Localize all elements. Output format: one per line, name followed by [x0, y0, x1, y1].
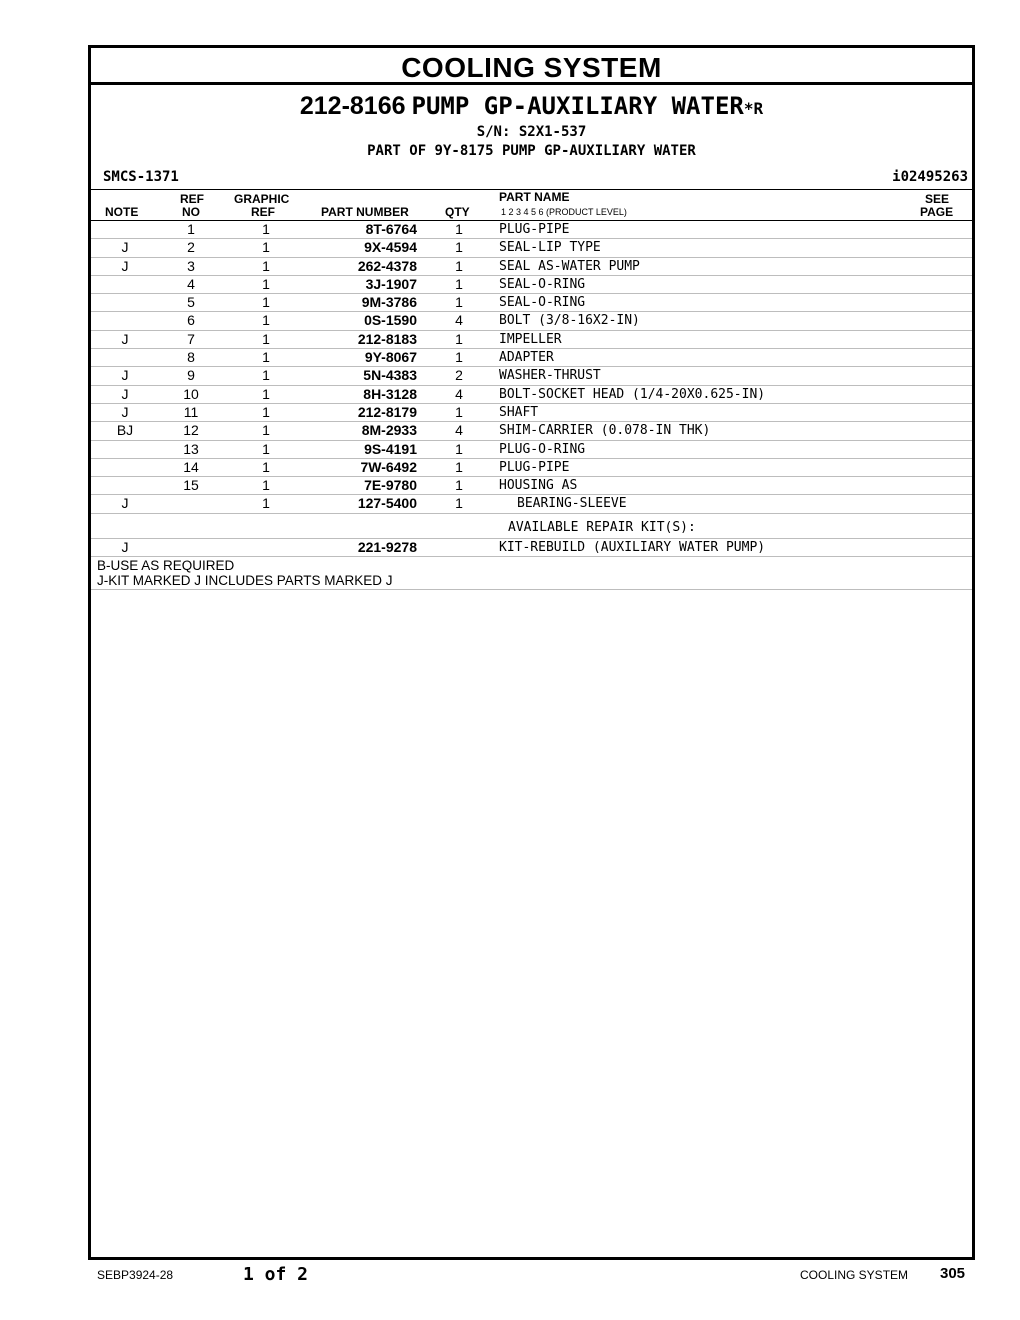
- row-ref-no: 13: [183, 440, 199, 457]
- table-row: [91, 221, 972, 239]
- page-footer: [0, 1262, 1020, 1292]
- row-ref-no: 1: [187, 221, 195, 237]
- col-note: NOTE: [105, 205, 139, 219]
- group-part-number: 212-8166: [299, 92, 406, 120]
- footer-doc-number: SEBP3924-28: [97, 1268, 174, 1282]
- row-qty: 1: [455, 477, 463, 494]
- table-row: [91, 239, 972, 257]
- row-graphic-ref: 1: [262, 221, 270, 237]
- row-note: J: [121, 239, 129, 256]
- row-note: J: [121, 495, 129, 512]
- row-ref-no: 8: [187, 349, 195, 366]
- row-part-name: SHIM-CARRIER (0.078-IN THK): [499, 423, 711, 439]
- kit-part-number: 221-9278: [357, 538, 417, 555]
- row-graphic-ref: 1: [262, 312, 270, 329]
- row-part-name: HOUSING AS: [499, 478, 578, 494]
- col-product-level: 1 2 3 4 5 6 (PRODUCT LEVEL): [501, 207, 627, 217]
- row-qty: 1: [455, 257, 463, 274]
- table-row: [91, 367, 972, 385]
- row-part-name: BEARING-SLEEVE: [517, 496, 627, 512]
- row-qty: 1: [455, 403, 463, 420]
- row-part-name: SEAL-LIP TYPE: [499, 240, 601, 256]
- row-graphic-ref: 1: [262, 367, 270, 384]
- row-part-number: 0S-1590: [364, 312, 417, 329]
- col-ref-bottom: NO: [182, 205, 200, 219]
- row-ref-no: 2: [187, 239, 195, 256]
- part-of: PART OF 9Y-8175 PUMP GP-AUXILIARY WATER: [367, 143, 696, 159]
- col-see-top: SEE: [925, 192, 950, 206]
- row-note: J: [121, 257, 129, 274]
- row-ref-no: 3: [187, 257, 195, 274]
- row-part-number: 7E-9780: [364, 477, 417, 494]
- row-part-name: BOLT-SOCKET HEAD (1/4-20X0.625-IN): [499, 386, 766, 402]
- footer-section: COOLING SYSTEM: [800, 1268, 909, 1282]
- row-graphic-ref: 1: [262, 349, 270, 366]
- row-graphic-ref: 1: [262, 458, 270, 475]
- row-ref-no: 4: [187, 275, 195, 292]
- table-row: [91, 312, 972, 330]
- table-row: [91, 422, 972, 440]
- row-part-name: IMPELLER: [499, 331, 562, 347]
- row-ref-no: 14: [183, 458, 199, 475]
- row-graphic-ref: 1: [262, 440, 270, 457]
- col-part-number: PART NUMBER: [321, 205, 409, 219]
- column-headers: [91, 190, 972, 221]
- table-row: [91, 459, 972, 477]
- row-graphic-ref: 1: [262, 477, 270, 494]
- row-note: J: [121, 385, 129, 402]
- row-qty: 4: [455, 422, 463, 439]
- table-row: [91, 258, 972, 276]
- row-qty: 1: [455, 440, 463, 457]
- row-graphic-ref: 1: [262, 495, 270, 512]
- row-graphic-ref: 1: [262, 330, 270, 347]
- row-part-number: 262-4378: [357, 257, 417, 274]
- col-graphic-top: GRAPHIC: [234, 192, 290, 206]
- row-part-number: 212-8183: [357, 330, 417, 347]
- kit-label-row: [91, 514, 972, 539]
- group-suffix: *R: [743, 99, 764, 118]
- row-qty: 4: [455, 312, 463, 329]
- row-ref-no: 11: [183, 403, 199, 420]
- table-row: [91, 294, 972, 312]
- kit-part-name: KIT-REBUILD (AUXILIARY WATER PUMP): [499, 539, 766, 555]
- row-graphic-ref: 1: [262, 422, 270, 439]
- row-qty: 1: [455, 294, 463, 311]
- group-title: [91, 92, 972, 123]
- serial-number: S/N: S2X1-537: [476, 124, 587, 140]
- table-row: [91, 276, 972, 294]
- row-part-name: PLUG-O-RING: [499, 441, 586, 457]
- row-graphic-ref: 1: [262, 385, 270, 402]
- row-part-name: ADAPTER: [499, 350, 554, 366]
- kit-row: [91, 539, 972, 557]
- table-row: [91, 386, 972, 404]
- col-qty: QTY: [445, 205, 470, 219]
- kit-note: J: [121, 538, 129, 555]
- row-part-name: BOLT (3/8-16X2-IN): [499, 313, 640, 329]
- row-ref-no: 6: [187, 312, 195, 329]
- note-b: B-USE AS REQUIRED: [97, 558, 235, 574]
- row-graphic-ref: 1: [262, 403, 270, 420]
- table-row: [91, 441, 972, 459]
- row-part-name: SEAL-O-RING: [499, 295, 586, 311]
- row-part-number: 9Y-8067: [364, 349, 417, 366]
- row-qty: 1: [455, 275, 463, 292]
- row-ref-no: 10: [183, 385, 199, 402]
- footer-page-of: 1 of 2: [243, 1264, 309, 1285]
- row-part-name: SEAL-O-RING: [499, 276, 586, 292]
- row-qty: 2: [455, 367, 463, 384]
- row-part-name: SHAFT: [499, 404, 539, 420]
- row-ref-no: 5: [187, 294, 195, 311]
- row-note: J: [121, 367, 129, 384]
- row-part-number: 7W-6492: [360, 458, 417, 475]
- row-qty: 1: [455, 239, 463, 256]
- row-note: J: [121, 330, 129, 347]
- row-part-number: 8H-3128: [363, 385, 417, 402]
- table-row: [91, 495, 972, 513]
- row-qty: 1: [455, 221, 463, 237]
- col-see-bottom: PAGE: [920, 205, 954, 219]
- row-ref-no: 15: [183, 477, 199, 494]
- row-qty: 1: [455, 330, 463, 347]
- illustration-id: i02495263: [892, 169, 968, 185]
- section-title: COOLING SYSTEM: [91, 48, 972, 85]
- table-row: [91, 477, 972, 495]
- table-row: [91, 404, 972, 422]
- row-part-number: 3J-1907: [365, 275, 417, 292]
- kit-label: AVAILABLE REPAIR KIT(S):: [508, 519, 696, 535]
- footer-page-number: 305: [940, 1265, 966, 1282]
- row-part-number: 9M-3786: [361, 294, 417, 311]
- col-part-name: PART NAME: [499, 190, 570, 204]
- table-row: [91, 349, 972, 367]
- row-graphic-ref: 1: [262, 294, 270, 311]
- row-part-number: 9X-4594: [364, 239, 417, 256]
- group-name: PUMP GP-AUXILIARY WATER: [411, 92, 744, 120]
- col-ref-top: REF: [180, 192, 204, 206]
- parts-page-frame: [88, 45, 975, 1260]
- row-part-number: 8M-2933: [361, 422, 417, 439]
- row-qty: 1: [455, 349, 463, 366]
- row-ref-no: 12: [183, 422, 199, 439]
- row-graphic-ref: 1: [262, 239, 270, 256]
- group-heading: [91, 92, 972, 161]
- row-part-number: 212-8179: [357, 403, 417, 420]
- row-part-number: 5N-4383: [363, 367, 417, 384]
- smcs-code: SMCS-1371: [103, 169, 179, 185]
- row-graphic-ref: 1: [262, 275, 270, 292]
- row-qty: 4: [455, 385, 463, 402]
- col-graphic-bottom: REF: [251, 205, 275, 219]
- row-qty: 1: [455, 458, 463, 475]
- row-part-number: 9S-4191: [364, 440, 417, 457]
- row-part-name: PLUG-PIPE: [499, 459, 570, 475]
- row-graphic-ref: 1: [262, 257, 270, 274]
- note-j: J-KIT MARKED J INCLUDES PARTS MARKED J: [97, 573, 393, 589]
- row-qty: 1: [455, 495, 463, 512]
- row-part-name: SEAL AS-WATER PUMP: [499, 258, 640, 274]
- smcs-row: [91, 167, 972, 190]
- row-ref-no: 7: [187, 330, 195, 347]
- row-part-number: 8T-6764: [365, 221, 417, 237]
- row-note: J: [121, 403, 129, 420]
- parts-list: [91, 221, 972, 514]
- row-note: BJ: [116, 422, 134, 439]
- row-part-number: 127-5400: [357, 495, 417, 512]
- notes: [91, 557, 972, 590]
- table-row: [91, 331, 972, 349]
- row-part-name: PLUG-PIPE: [499, 222, 570, 237]
- row-ref-no: 9: [187, 367, 195, 384]
- row-part-name: WASHER-THRUST: [499, 368, 601, 384]
